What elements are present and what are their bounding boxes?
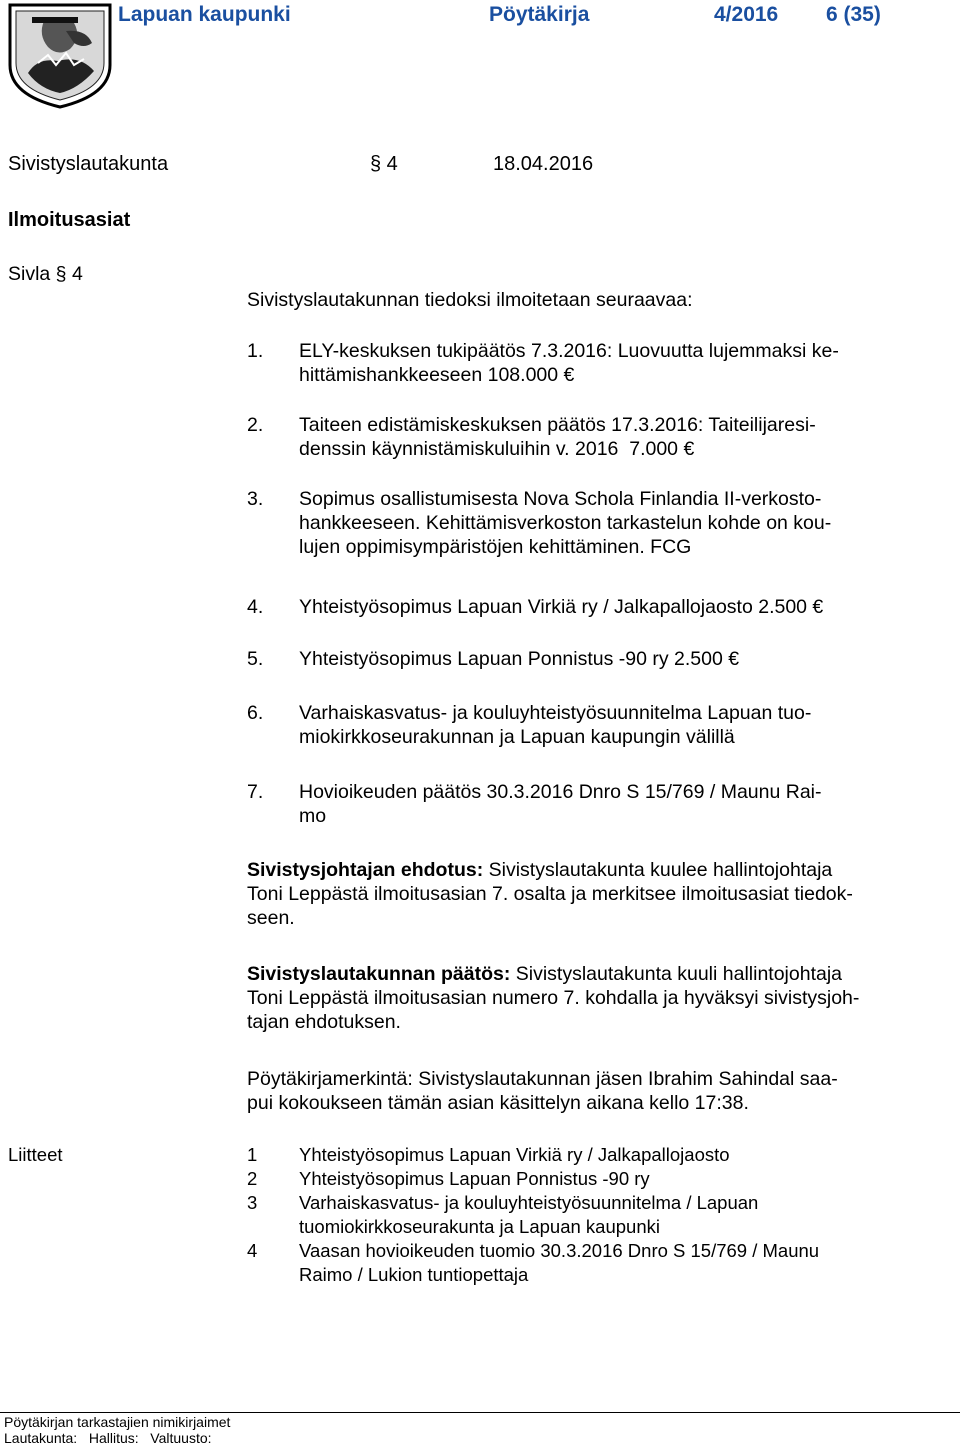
list-item-number: 3.	[247, 488, 264, 510]
list-item-number: 6.	[247, 702, 264, 724]
attachment-text: Yhteistyösopimus Lapuan Ponnistus -90 ry	[299, 1168, 650, 1189]
section-number: § 4	[370, 153, 398, 175]
attachment-text: Varhaiskasvatus- ja kouluyhteistyösuunnitelma / Lapuan tuomiokirkkoseurakunta ja Lapuan kaupunki	[299, 1192, 759, 1237]
decision-paragraph: Sivistyslautakunnan päätös: Sivistyslautakunta kuuli hallintojohtaja Toni Leppästä ilmoitusasian numero 7. kohdalla ja hyväksyi sivistysjoh- tajan ehdotuksen.	[247, 963, 860, 1033]
meeting-date: 18.04.2016	[493, 153, 594, 175]
header-doc-number: 4/2016	[714, 3, 779, 26]
board-name: Sivistyslautakunta	[8, 153, 169, 175]
footer-divider	[0, 1412, 960, 1413]
list-item-text: ELY-keskuksen tukipäätös 7.3.2016: Luovuutta lujemmaksi ke- hittämishankkeeseen 108.000 €	[299, 340, 839, 386]
footer-signatures: Lautakunta: Hallitus: Valtuusto:	[4, 1430, 212, 1446]
minutes-note: Pöytäkirjamerkintä: Sivistyslautakunnan jäsen Ibrahim Sahindal saa- pui kokoukseen tämän asian käsittelyn aikana kello 17:38.	[247, 1068, 838, 1114]
attachment-number: 2	[247, 1168, 258, 1189]
attachment-number: 4	[247, 1240, 258, 1261]
attachment-number: 3	[247, 1192, 258, 1213]
attachment-text: Vaasan hovioikeuden tuomio 30.3.2016 Dnro S 15/769 / Maunu Raimo / Lukion tuntiopettaja	[299, 1240, 820, 1285]
proposal-label: Sivistysjohtajan ehdotus:	[247, 859, 484, 881]
list-item-number: 2.	[247, 414, 264, 436]
header-city: Lapuan kaupunki	[118, 3, 291, 26]
list-item-text: Sopimus osallistumisesta Nova Schola Finlandia II-verkosto- hankkeeseen. Kehittämisverkoston tarkastelun kohde on kou- lujen oppimisympäristöjen kehittäminen. FCG	[299, 488, 832, 558]
attachment-number: 1	[247, 1144, 258, 1165]
intro-text: Sivistyslautakunnan tiedoksi ilmoitetaan seuraavaa:	[247, 289, 693, 311]
list-item-text: Taiteen edistämiskeskuksen päätös 17.3.2016: Taiteilijaresi- denssin käynnistämiskuluihin v. 2016 7.000 €	[299, 414, 816, 460]
attachments-label: Liitteet	[8, 1144, 63, 1165]
decision-label: Sivistyslautakunnan päätös:	[247, 963, 511, 985]
list-item-text: Yhteistyösopimus Lapuan Virkiä ry / Jalkapallojaosto 2.500 €	[299, 596, 824, 618]
list-item-number: 7.	[247, 781, 264, 803]
section-ref: Sivla § 4	[8, 263, 83, 285]
list-item-text: Varhaiskasvatus- ja kouluyhteistyösuunnitelma Lapuan tuo- miokirkkoseurakunnan ja Lapuan kaupungin välillä	[299, 702, 812, 748]
list-item-number: 5.	[247, 648, 264, 670]
list-item-number: 1.	[247, 340, 264, 362]
list-item-text: Yhteistyösopimus Lapuan Ponnistus -90 ry 2.500 €	[299, 648, 740, 670]
list-item-text: Hovioikeuden päätös 30.3.2016 Dnro S 15/769 / Maunu Rai- mo	[299, 781, 822, 827]
topic-title: Ilmoitusasiat	[8, 209, 131, 231]
list-item-number: 4.	[247, 596, 264, 618]
footer-initials-label: Pöytäkirjan tarkastajien nimikirjaimet	[4, 1414, 231, 1430]
header-doc-type: Pöytäkirja	[489, 3, 590, 26]
attachment-text: Yhteistyösopimus Lapuan Virkiä ry / Jalkapallojaosto	[299, 1144, 730, 1165]
coat-of-arms-logo	[8, 3, 112, 109]
header-page: 6 (35)	[826, 3, 881, 26]
proposal-paragraph: Sivistysjohtajan ehdotus: Sivistyslautakunta kuulee hallintojohtaja Toni Leppästä ilmoitusasian 7. osalta ja merkitsee ilmoitusasiat tiedok- seen.	[247, 859, 853, 929]
